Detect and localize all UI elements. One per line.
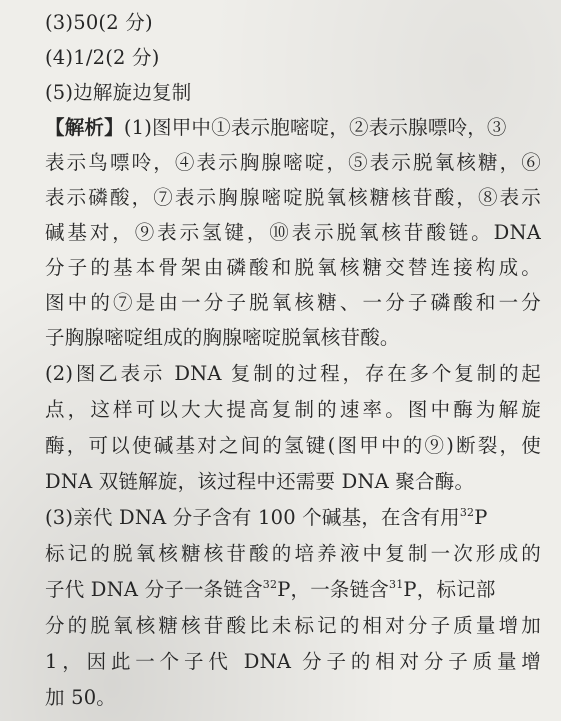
isotope-superscript: 32 [459, 506, 475, 519]
analysis-label: 【解析】 [45, 116, 124, 139]
analysis-p3-line2: 标记的脱氧核糖核苷酸的培养液中复制一次形成的 [45, 542, 541, 565]
analysis-p3-line3-text-c: P，标记部 [403, 578, 496, 601]
analysis-p2-line1: (2)图乙表示 DNA 复制的过程，存在多个复制的起 [45, 362, 541, 385]
analysis-p1-line2: 表示鸟嘌呤，④表示胸腺嘧啶，⑤表示脱氧核糖，⑥ [45, 151, 541, 174]
analysis-p3-line3-text-b: P，一条链含 [277, 578, 390, 601]
analysis-first-line [45, 113, 507, 143]
analysis-p2-line2: 点，这样可以大大提高复制的速率。图中酶为解旋 [45, 398, 541, 421]
analysis-p3-line6: 加 50。 [45, 686, 117, 709]
analysis-p3-line4: 分的脱氧核糖核苷酸比未标记的相对分子质量增加 [45, 614, 541, 637]
analysis-p3-line1 [45, 503, 488, 533]
answer-5: (5)边解旋边复制 [45, 81, 192, 104]
answer-3: (3)50(2 分) [45, 11, 153, 34]
answer-4: (4)1/2(2 分) [45, 46, 160, 69]
analysis-p1-line6: 图中的⑦是由一分子脱氧核糖、一分子磷酸和一分 [45, 291, 541, 314]
analysis-p1-line4: 碱基对，⑨表示氢键，⑩表示脱氧核苷酸链。DNA [45, 221, 541, 244]
analysis-p3-line1-text: (3)亲代 DNA 分子含有 100 个碱基，在含有用 [45, 506, 460, 529]
analysis-p2-line3: 酶，可以使碱基对之间的氢键(图甲中的⑨)断裂，使 [45, 434, 541, 457]
analysis-p1-line1: (1)图甲中①表示胞嘧啶，②表示腺嘌呤，③ [123, 116, 507, 139]
isotope-superscript-31: 31 [389, 578, 404, 591]
analysis-p1-line3: 表示磷酸，⑦表示胸腺嘧啶脱氧核糖核苷酸，⑧表示 [45, 186, 541, 209]
analysis-p1-line5: 分子的基本骨架由磷酸和脱氧核糖交替连接构成。 [45, 256, 541, 279]
analysis-p1-line7: 子胸腺嘧啶组成的胸腺嘧啶脱氧核苷酸。 [45, 326, 400, 349]
isotope-superscript-32: 32 [262, 578, 278, 591]
analysis-p3-line3 [45, 575, 496, 605]
analysis-p2-line4: DNA 双链解旋，该过程中还需要 DNA 聚合酶。 [45, 470, 475, 493]
analysis-p3-line5: 1，因此一个子代 DNA 分子的相对分子质量增 [45, 650, 541, 673]
analysis-p3-line3-text-a: 子代 DNA 分子一条链含 [45, 578, 263, 601]
phosphorus-symbol: P [474, 506, 488, 529]
